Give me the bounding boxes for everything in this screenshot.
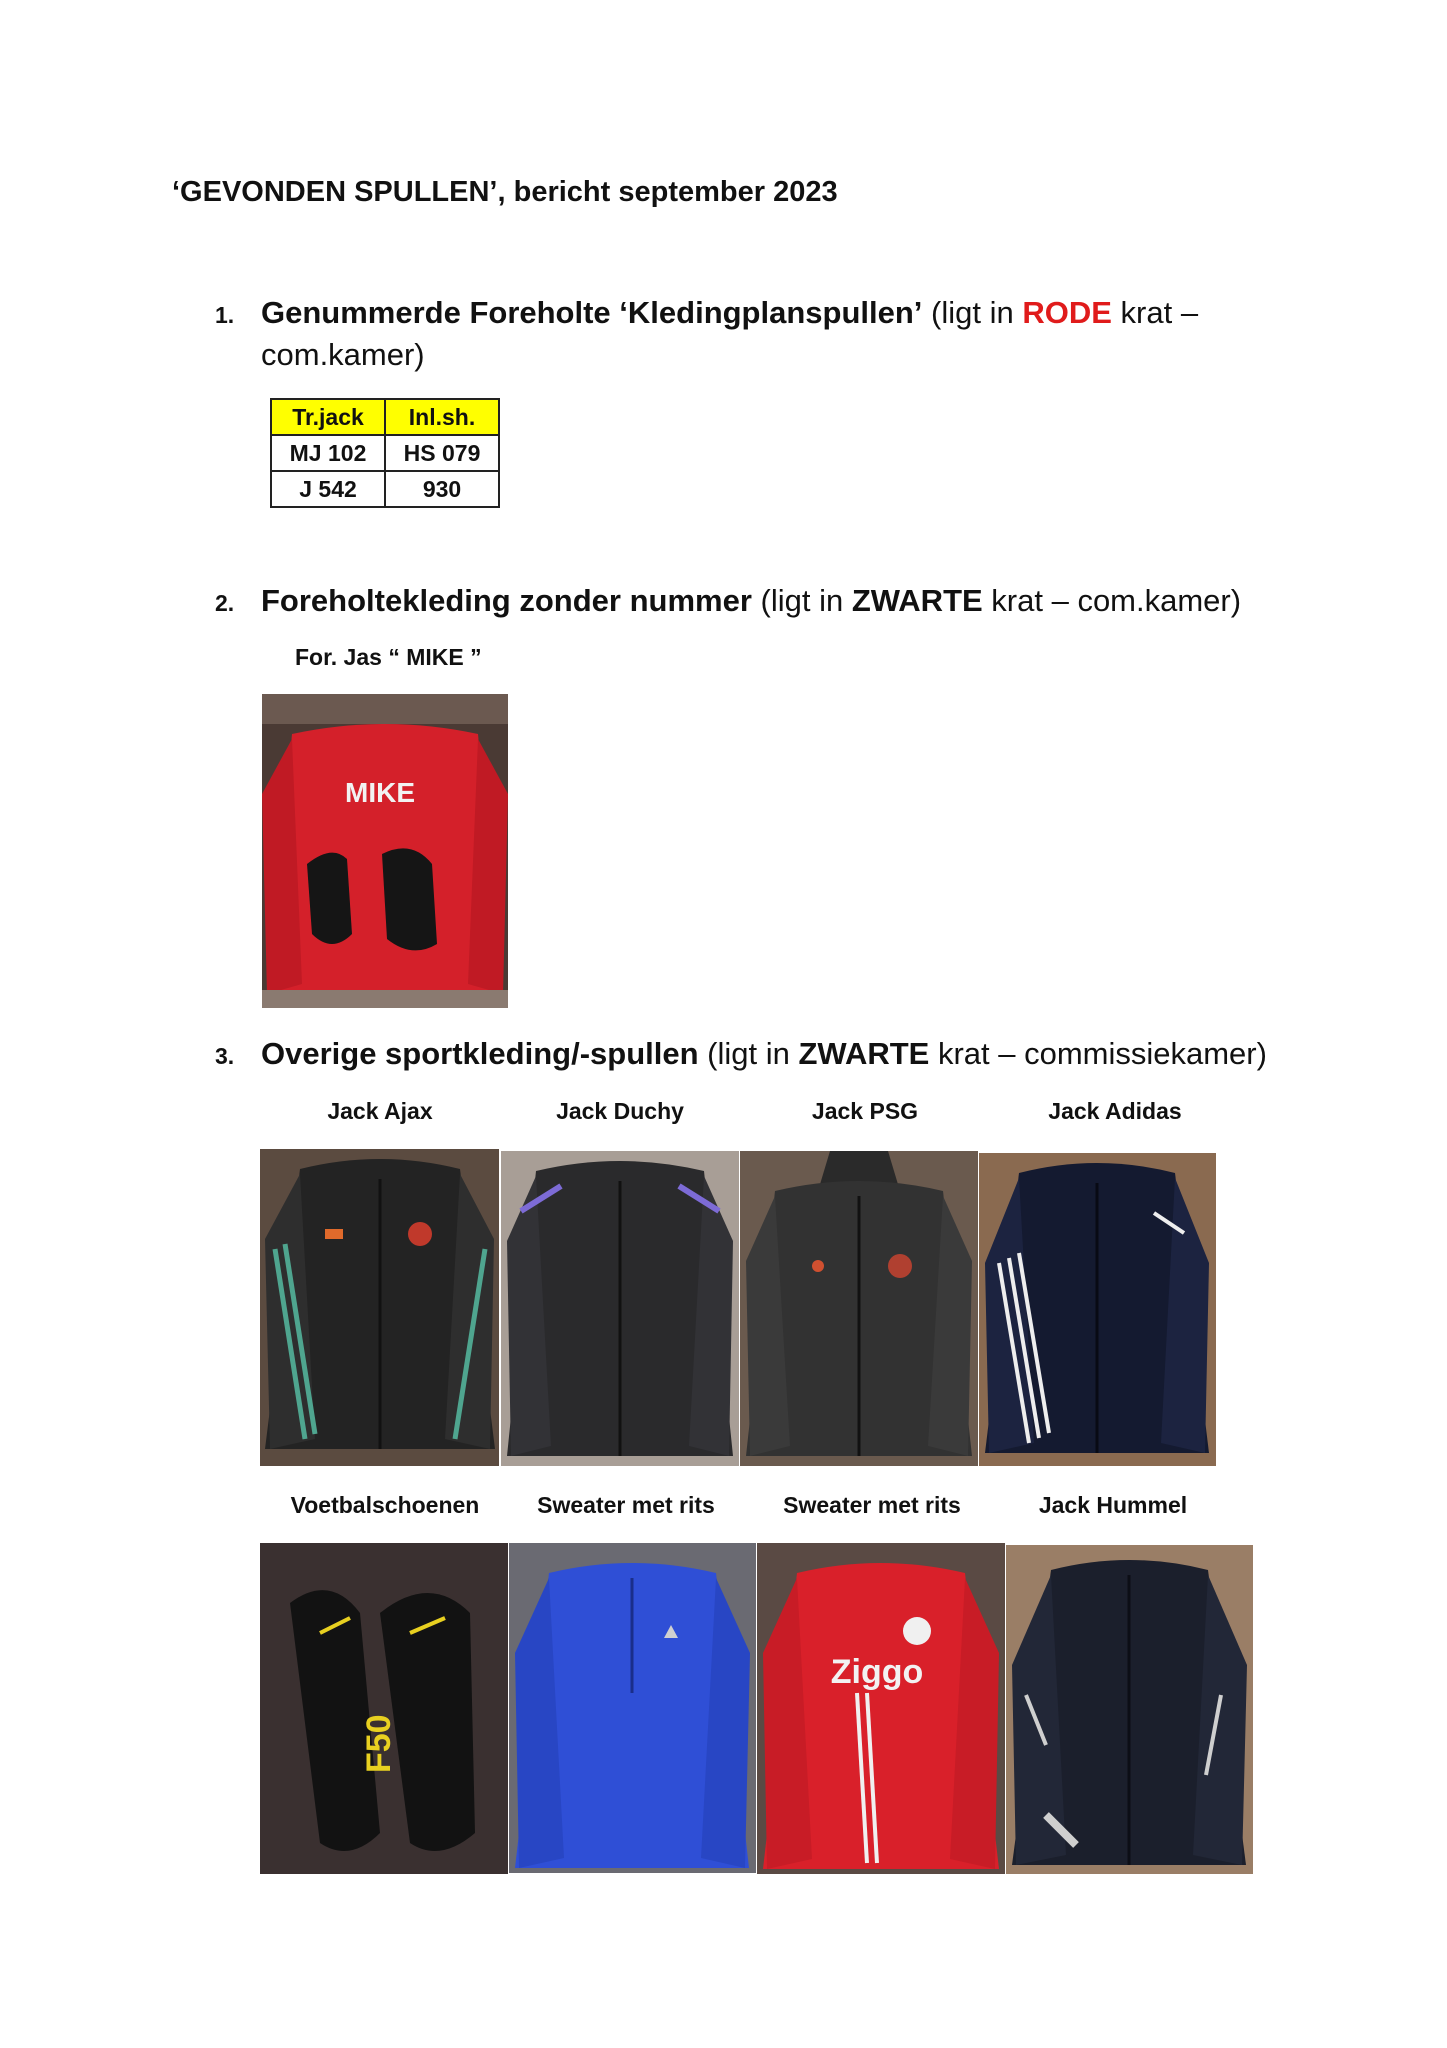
section-3-location-a: (ligt in (698, 1036, 799, 1071)
adidas-jacket-photo (979, 1153, 1216, 1466)
boot-lettering: F50 (360, 1714, 398, 1773)
section-2-location-a: (ligt in (751, 583, 852, 618)
numbered-items-table (270, 398, 500, 508)
section-1-number: 1. (215, 302, 235, 328)
section-2-heading (215, 580, 1241, 624)
item-caption: Sweater met rits (537, 1492, 715, 1518)
section-2-number: 2. (215, 590, 235, 616)
item-caption: Jack Hummel (1038, 1492, 1188, 1518)
section-1-heading-line2: com.kamer) (261, 337, 425, 372)
section-2-title: Foreholtekleding zonder nummer (261, 583, 752, 618)
section-2-location-b: krat – com.kamer) (982, 583, 1242, 618)
section-3-title: Overige sportkleding/-spullen (261, 1036, 699, 1071)
football-boots-photo (260, 1543, 508, 1874)
table-cell: MJ 102 (271, 435, 385, 471)
table-cell: HS 079 (385, 435, 499, 471)
section-1-location-b: krat – (1111, 295, 1199, 330)
section-2-crate-color: ZWARTE (851, 583, 983, 618)
table-header-cell: Tr.jack (271, 399, 385, 435)
table-header-row (271, 399, 499, 435)
table-cell: J 542 (271, 471, 385, 507)
section-1-title: Genummerde Foreholte ‘Kledingplanspullen’ (261, 295, 923, 330)
section-3-location-b: krat – commissiekamer) (929, 1036, 1267, 1071)
item-caption: Jack Adidas (1048, 1098, 1182, 1124)
sweater-sponsor-lettering: Ziggo (830, 1653, 924, 1691)
table-row (271, 471, 499, 507)
item-caption: Jack PSG (811, 1098, 919, 1124)
section-1-crate-color: RODE (1022, 295, 1112, 330)
section-3-crate-color: ZWARTE (798, 1036, 930, 1071)
item-caption: Jack Duchy (556, 1098, 684, 1124)
section-3-number: 3. (215, 1043, 235, 1069)
item-caption: Voetbalschoenen (290, 1492, 480, 1518)
item-caption: Sweater met rits (783, 1492, 961, 1518)
table-header-cell: Inl.sh. (385, 399, 499, 435)
hummel-jacket-photo (1006, 1545, 1253, 1874)
blue-sweater-photo (509, 1543, 756, 1873)
section-1-location-a: (ligt in (922, 295, 1023, 330)
section-3-heading (215, 1033, 1267, 1077)
duchy-jacket-photo (501, 1151, 739, 1466)
mike-jacket-caption: For. Jas “ MIKE ” (295, 644, 482, 670)
table-row (271, 435, 499, 471)
document-title: ‘GEVONDEN SPULLEN’, bericht september 2023 (172, 176, 838, 208)
item-caption: Jack Ajax (327, 1098, 433, 1124)
mike-jacket-lettering: MIKE (345, 777, 415, 808)
table-cell: 930 (385, 471, 499, 507)
psg-jacket-photo (740, 1151, 978, 1466)
mike-jacket-photo (262, 694, 508, 1008)
ajax-jacket-photo (260, 1149, 499, 1466)
red-ajax-sweater-photo (757, 1543, 1005, 1874)
section-1-heading (215, 292, 1198, 336)
